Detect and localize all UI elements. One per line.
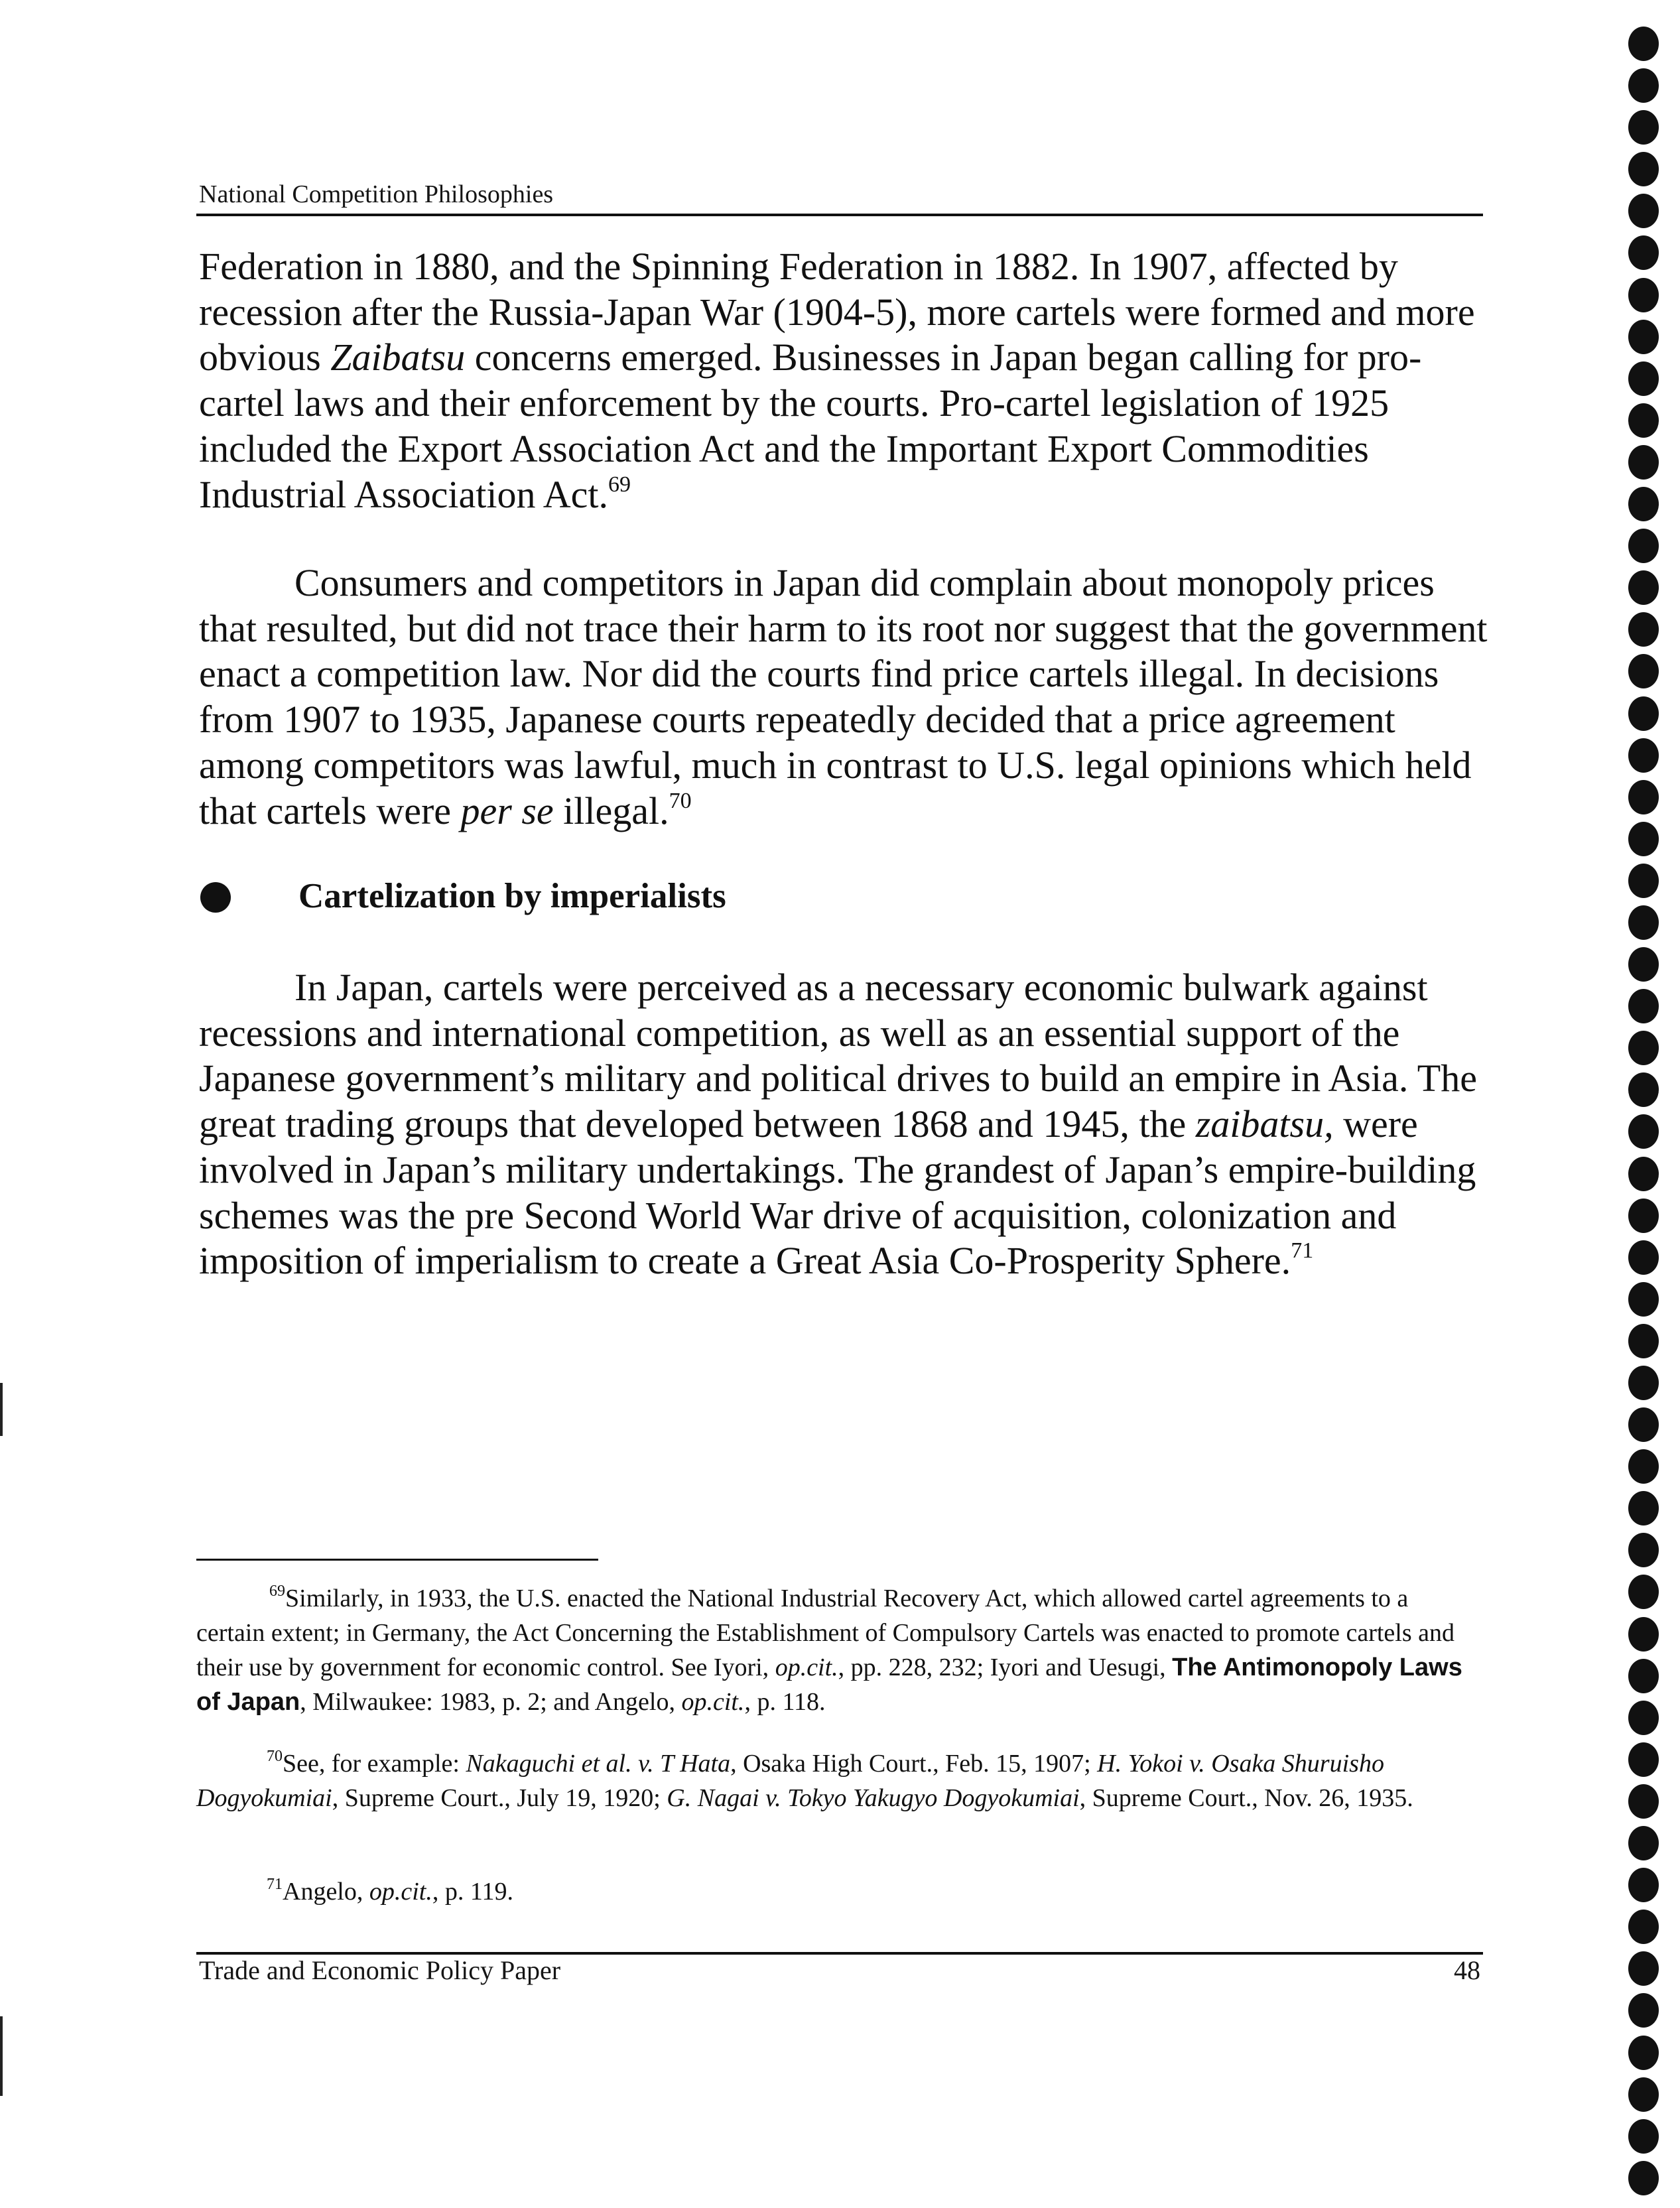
case-name: Nakaguchi et al. v. T Hata bbox=[466, 1750, 731, 1778]
running-header: National Competition Philosophies bbox=[199, 180, 554, 208]
p2-text-a: Consumers and competitors in Japan did complain about monopoly prices that resulted, but did not trace their harm to its root nor suggest that the government enact a competition law. Nor did the courts find price cartels illegal. In decisions from 1907 to 1935, Japanese courts repeatedly decided that a price agreement among competitors was lawful, much in contrast to U.S. legal opinions which held that cartels were bbox=[199, 561, 1488, 832]
binding-hole bbox=[1628, 1659, 1659, 1693]
p3-text-a: In Japan, cartels were perceived as a necessary economic bulwark against recessions and international competition, as well as an essential support of the Japanese government’s military and political drives to build an empire in Asia. The great trading groups that developed between 1868 and 1945, the bbox=[199, 966, 1477, 1146]
binding-hole bbox=[1628, 403, 1659, 438]
footnote-text: , p. 118. bbox=[744, 1688, 826, 1716]
footnote-mark: 70 bbox=[267, 1748, 283, 1765]
binding-hole bbox=[1628, 1575, 1659, 1609]
header-rule bbox=[196, 214, 1483, 216]
footnote-mark: 71 bbox=[267, 1876, 283, 1893]
scan-mark bbox=[0, 1383, 3, 1436]
binding-hole bbox=[1628, 654, 1659, 688]
body-paragraph-1 bbox=[199, 244, 1492, 517]
page-number: 48 bbox=[1454, 1955, 1480, 1985]
binding-hole bbox=[1628, 1199, 1659, 1233]
binding-hole bbox=[1628, 529, 1659, 563]
binding-hole bbox=[1628, 947, 1659, 982]
binding-hole bbox=[1628, 738, 1659, 773]
footnote-70 bbox=[196, 1746, 1476, 1815]
binding-hole bbox=[1628, 1449, 1659, 1484]
p2-text-b: illegal. bbox=[553, 789, 669, 832]
binding-hole bbox=[1628, 2161, 1659, 2195]
binding-holes bbox=[1617, 27, 1670, 2195]
section-heading: Cartelization by imperialists bbox=[298, 877, 726, 915]
binding-hole bbox=[1628, 822, 1659, 856]
binding-hole bbox=[1628, 1324, 1659, 1358]
binding-hole bbox=[1628, 1701, 1659, 1735]
binding-hole bbox=[1628, 1072, 1659, 1107]
binding-hole bbox=[1628, 235, 1659, 270]
binding-hole bbox=[1628, 780, 1659, 814]
footnote-text: Similarly, in 1933, the U.S. enacted the National Industrial Recovery Act, which allowed cartel agreements to a certain extent; in Germany, the Act Concerning the Establishment of Compulsory Cartels was enacted to promote cartels and their use by government for economic control. See Iyori, bbox=[196, 1585, 1454, 1681]
footnote-italic: op.cit. bbox=[681, 1688, 745, 1716]
binding-hole bbox=[1628, 1114, 1659, 1149]
footnote-italic: op.cit. bbox=[369, 1878, 432, 1906]
binding-hole bbox=[1628, 110, 1659, 145]
binding-hole bbox=[1628, 27, 1659, 61]
footnote-ref-69: 69 bbox=[608, 472, 631, 497]
binding-hole bbox=[1628, 1157, 1659, 1191]
binding-hole bbox=[1628, 1407, 1659, 1442]
binding-hole bbox=[1628, 1491, 1659, 1526]
footnote-ref-71: 71 bbox=[1291, 1238, 1314, 1264]
footnote-italic: op.cit. bbox=[775, 1654, 838, 1681]
binding-hole bbox=[1628, 612, 1659, 647]
binding-hole bbox=[1628, 2119, 1659, 2154]
p3-text-b: were involved in Japan’s military undertakings. The grandest of Japan’s empire-building schemes was the pre Second World War drive of acquisition, colonization and imposition of imperialism to create a Great Asia Co-Prosperity Sphere. bbox=[199, 1102, 1476, 1283]
binding-hole bbox=[1628, 1617, 1659, 1652]
binding-hole bbox=[1628, 1910, 1659, 1944]
p2-italic: per se bbox=[460, 789, 554, 832]
binding-hole bbox=[1628, 1826, 1659, 1860]
binding-hole bbox=[1628, 361, 1659, 396]
p3-italic: zaibatsu, bbox=[1195, 1102, 1334, 1146]
binding-hole bbox=[1628, 1031, 1659, 1065]
body-paragraph-2 bbox=[199, 560, 1492, 834]
binding-hole bbox=[1628, 194, 1659, 228]
footnote-text: , Osaka High Court., Feb. 15, 1907; bbox=[730, 1750, 1098, 1778]
footnote-ref-70: 70 bbox=[669, 788, 692, 813]
footnote-text: Angelo, bbox=[283, 1878, 369, 1906]
footnote-mark: 69 bbox=[269, 1583, 285, 1600]
binding-hole bbox=[1628, 1533, 1659, 1567]
binding-hole bbox=[1628, 696, 1659, 731]
footnote-text: , Milwaukee: 1983, p. 2; and Angelo, bbox=[300, 1688, 682, 1716]
binding-hole bbox=[1628, 864, 1659, 898]
footnote-text: , p. 119. bbox=[432, 1878, 513, 1906]
footnote-text: , Supreme Court., July 19, 1920; bbox=[332, 1784, 667, 1812]
binding-hole bbox=[1628, 152, 1659, 186]
p1-text-a: Federation in 1880, and the Spinning Federation in 1882. In 1907, affected by recession after the Russia-Japan War (1904-5), more cartels were formed and more obvious bbox=[199, 245, 1475, 379]
footnote-69 bbox=[196, 1581, 1476, 1719]
binding-hole bbox=[1628, 2077, 1659, 2112]
footer-title: Trade and Economic Policy Paper bbox=[199, 1955, 561, 1985]
case-name: H. Yokoi v. Osaka Shuruisho Dogyokumiai bbox=[196, 1750, 1384, 1812]
binding-hole bbox=[1628, 278, 1659, 312]
p1-text-b: concerns emerged. Businesses in Japan began calling for pro-cartel laws and their enforcement by the courts. Pro-cartel legislation of 1925 included the Export Association Act and the Important Export Commodities Industrial Association Act. bbox=[199, 336, 1422, 516]
binding-hole bbox=[1628, 1742, 1659, 1777]
footnote-71 bbox=[196, 1874, 1476, 1909]
footnote-text: See, for example: bbox=[283, 1750, 466, 1778]
p1-italic: Zaibatsu bbox=[330, 336, 466, 379]
binding-hole bbox=[1628, 445, 1659, 480]
footnote-text: , pp. 228, 232; Iyori and Uesugi, bbox=[838, 1654, 1173, 1681]
binding-hole bbox=[1628, 1868, 1659, 1902]
binding-hole bbox=[1628, 2036, 1659, 2070]
body-paragraph-3 bbox=[199, 965, 1492, 1284]
binding-hole bbox=[1628, 1366, 1659, 1400]
binding-hole bbox=[1628, 989, 1659, 1023]
binding-hole bbox=[1628, 320, 1659, 354]
binding-hole bbox=[1628, 1784, 1659, 1819]
bullet-icon bbox=[200, 882, 231, 913]
binding-hole bbox=[1628, 905, 1659, 940]
case-name: G. Nagai v. Tokyo Yakugyo Dogyokumiai bbox=[667, 1784, 1080, 1812]
binding-hole bbox=[1628, 487, 1659, 521]
binding-hole bbox=[1628, 1240, 1659, 1275]
binding-hole bbox=[1628, 570, 1659, 605]
binding-hole bbox=[1628, 68, 1659, 103]
binding-hole bbox=[1628, 1993, 1659, 2028]
book-title: The Antimonopoly Laws of Japan bbox=[196, 1654, 1462, 1716]
binding-hole bbox=[1628, 1951, 1659, 1986]
scan-mark bbox=[0, 2016, 3, 2096]
footnote-text: , Supreme Court., Nov. 26, 1935. bbox=[1079, 1784, 1413, 1812]
binding-hole bbox=[1628, 1282, 1659, 1317]
footnote-separator bbox=[196, 1559, 598, 1561]
